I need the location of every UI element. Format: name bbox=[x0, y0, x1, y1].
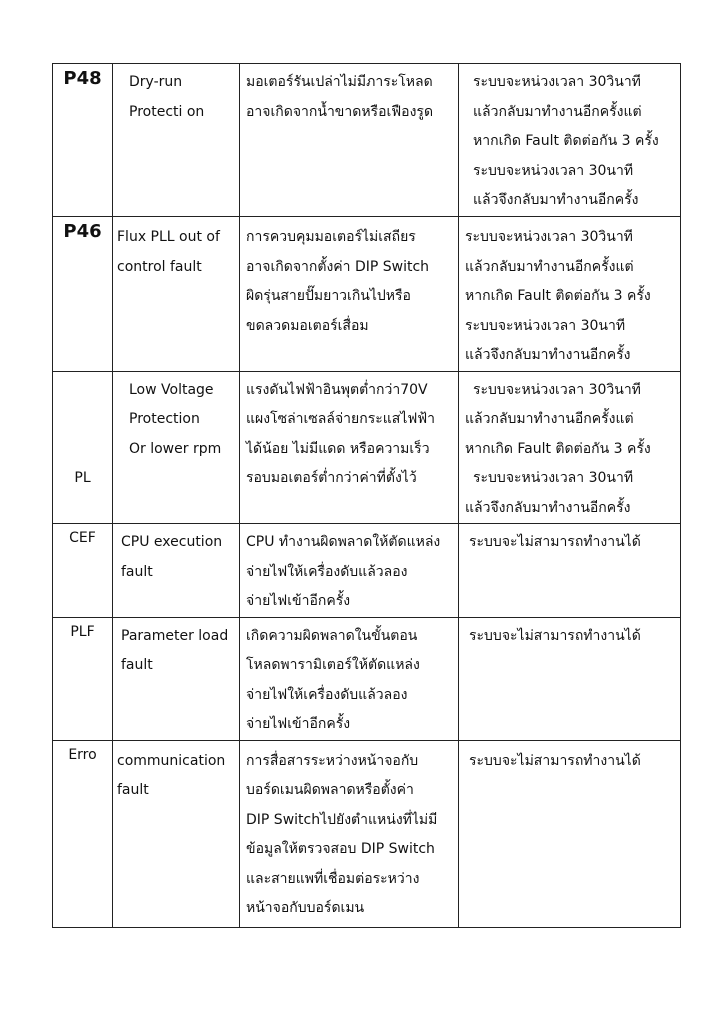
fault-cause-line: แผงโซล่าเซลล์จ่ายกระแสไฟฟ้า bbox=[246, 411, 436, 427]
fault-action bbox=[459, 524, 681, 618]
fault-cause-line: จ่ายไฟเข้าอีกครั้ง bbox=[246, 716, 351, 732]
fault-name bbox=[113, 524, 240, 618]
fault-cause-line: หน้าจอกับบอร์ดเมน bbox=[246, 900, 365, 916]
fault-cause-line: ขดลวดมอเตอร์เสื่อม bbox=[246, 317, 369, 334]
fault-cause-line: มอเตอร์รันเปล่าไม่มีภาระโหลด bbox=[246, 74, 433, 90]
fault-cause-line: เกิดความผิดพลาดในขั้นตอน bbox=[246, 627, 418, 644]
fault-action-line: ระบบจะไม่สามารถทำงานได้ bbox=[469, 534, 641, 550]
fault-cause-line: โหลดพารามิเตอร์ให้ตัดแหล่ง bbox=[246, 657, 420, 673]
fault-code bbox=[53, 524, 113, 618]
fault-action-line: ระบบจะหน่วงเวลา 30นาที bbox=[473, 162, 634, 179]
fault-cause bbox=[240, 524, 459, 618]
fault-action-line: หากเกิด Fault ติดต่อกัน 3 ครั้ง bbox=[465, 440, 651, 457]
table-row bbox=[53, 64, 681, 217]
fault-cause bbox=[240, 740, 459, 927]
fault-cause-line: CPU ทำงานผิดพลาดให้ตัดแหล่ง bbox=[246, 534, 441, 550]
fault-cause bbox=[240, 64, 459, 217]
fault-action-line: แล้วจึงกลับมาทำงานอีกครั้ง bbox=[465, 499, 631, 516]
table-row bbox=[53, 740, 681, 927]
fault-code bbox=[53, 740, 113, 927]
fault-action bbox=[459, 740, 681, 927]
fault-action-line: แล้วกลับมาทำงานอีกครั้งแต่ bbox=[465, 411, 634, 427]
fault-cause-line: อาจเกิดจากตั้งค่า DIP Switch bbox=[246, 258, 430, 275]
fault-cause-line: รอบมอเตอร์ต่ำกว่าค่าที่ตั้งไว้ bbox=[246, 470, 417, 486]
fault-action-line: ระบบจะไม่สามารถทำงานได้ bbox=[469, 752, 641, 769]
fault-cause-line: และสายแพที่เชื่อมต่อระหว่าง bbox=[246, 870, 420, 887]
fault-name-line: Protection bbox=[129, 411, 200, 427]
fault-name bbox=[113, 740, 240, 927]
fault-action bbox=[459, 217, 681, 372]
fault-name-line: Dry-run bbox=[129, 74, 183, 90]
fault-code-text: PL bbox=[74, 469, 91, 486]
fault-name-line: fault bbox=[117, 782, 149, 798]
fault-name-line: Protecti on bbox=[129, 103, 205, 120]
fault-name-line: Flux PLL out of bbox=[117, 229, 220, 245]
fault-code-text: Erro bbox=[68, 746, 97, 763]
fault-name-line: control fault bbox=[117, 258, 202, 275]
fault-action-line: แล้วจึงกลับมาทำงานอีกครั้ง bbox=[465, 347, 631, 363]
fault-code-text: P46 bbox=[63, 221, 102, 242]
fault-cause-line: จ่ายไฟเข้าอีกครั้ง bbox=[246, 593, 351, 609]
table-row bbox=[53, 217, 681, 372]
fault-cause-line: บอร์ดเมนผิดพลาดหรือตั้งค่า bbox=[246, 782, 414, 798]
fault-code bbox=[53, 371, 113, 524]
fault-action-line: แล้วกลับมาทำงานอีกครั้งแต่ bbox=[473, 103, 642, 120]
fault-name-line: fault bbox=[121, 657, 153, 673]
fault-action bbox=[459, 617, 681, 740]
table-row bbox=[53, 524, 681, 618]
fault-cause-line: จ่ายไฟให้เครื่องดับแล้วลอง bbox=[246, 686, 408, 703]
fault-code-table bbox=[52, 63, 681, 928]
fault-cause-line: จ่ายไฟให้เครื่องดับแล้วลอง bbox=[246, 563, 408, 580]
fault-action-line: ระบบจะหน่วงเวลา 30วินาที bbox=[465, 229, 633, 245]
fault-action bbox=[459, 371, 681, 524]
fault-name-line: fault bbox=[121, 563, 153, 580]
fault-cause-line: ได้น้อย ไม่มีแดด หรือความเร็ว bbox=[246, 440, 430, 457]
fault-cause bbox=[240, 217, 459, 372]
fault-cause-line: การสื่อสารระหว่างหน้าจอกับ bbox=[246, 752, 419, 769]
fault-action bbox=[459, 64, 681, 217]
fault-name-line: Low Voltage bbox=[129, 381, 214, 398]
fault-action-line: ระบบจะหน่วงเวลา 30วินาที bbox=[473, 381, 641, 398]
fault-name bbox=[113, 371, 240, 524]
fault-action-line: ระบบจะไม่สามารถทำงานได้ bbox=[469, 627, 641, 644]
fault-cause bbox=[240, 617, 459, 740]
fault-cause-line: ผิดรุ่นสายปั๊มยาวเกินไปหรือ bbox=[246, 288, 411, 304]
fault-code-text: CEF bbox=[69, 530, 96, 546]
fault-action-line: หากเกิด Fault ติดต่อกัน 3 ครั้ง bbox=[465, 288, 651, 304]
fault-code bbox=[53, 617, 113, 740]
fault-cause-line: DIP Switchไปยังตำแหน่งที่ไม่มี bbox=[246, 811, 438, 828]
fault-cause-line: ข้อมูลให้ตรวจสอบ DIP Switch bbox=[246, 841, 435, 857]
fault-name bbox=[113, 217, 240, 372]
fault-code bbox=[53, 217, 113, 372]
fault-name-line: CPU execution bbox=[121, 534, 223, 550]
fault-name bbox=[113, 617, 240, 740]
fault-code-text: P48 bbox=[63, 68, 102, 89]
fault-action-line: หากเกิด Fault ติดต่อกัน 3 ครั้ง bbox=[473, 133, 659, 149]
fault-code-text: PLF bbox=[70, 623, 95, 640]
fault-cause-line: แรงดันไฟฟ้าอินพุตต่ำกว่า70V bbox=[246, 381, 428, 398]
fault-action-line: ระบบจะหน่วงเวลา 30นาที bbox=[473, 470, 634, 486]
fault-action-line: แล้วกลับมาทำงานอีกครั้งแต่ bbox=[465, 258, 634, 275]
fault-cause bbox=[240, 371, 459, 524]
fault-action-line: ระบบจะหน่วงเวลา 30วินาที bbox=[473, 74, 641, 90]
fault-name bbox=[113, 64, 240, 217]
table-row bbox=[53, 371, 681, 524]
fault-action-line: ระบบจะหน่วงเวลา 30นาที bbox=[465, 317, 626, 334]
fault-action-line: แล้วจึงกลับมาทำงานอีกครั้ง bbox=[473, 192, 639, 208]
table-row bbox=[53, 617, 681, 740]
fault-name-line: communication bbox=[117, 752, 226, 769]
fault-cause-line: การควบคุมมอเตอร์ไม่เสถียร bbox=[246, 229, 416, 245]
fault-cause-line: อาจเกิดจากน้ำขาดหรือเฟืองรูด bbox=[246, 103, 434, 120]
fault-name-line: Parameter load bbox=[121, 627, 229, 644]
fault-code bbox=[53, 64, 113, 217]
fault-name-line: Or lower rpm bbox=[129, 440, 222, 457]
